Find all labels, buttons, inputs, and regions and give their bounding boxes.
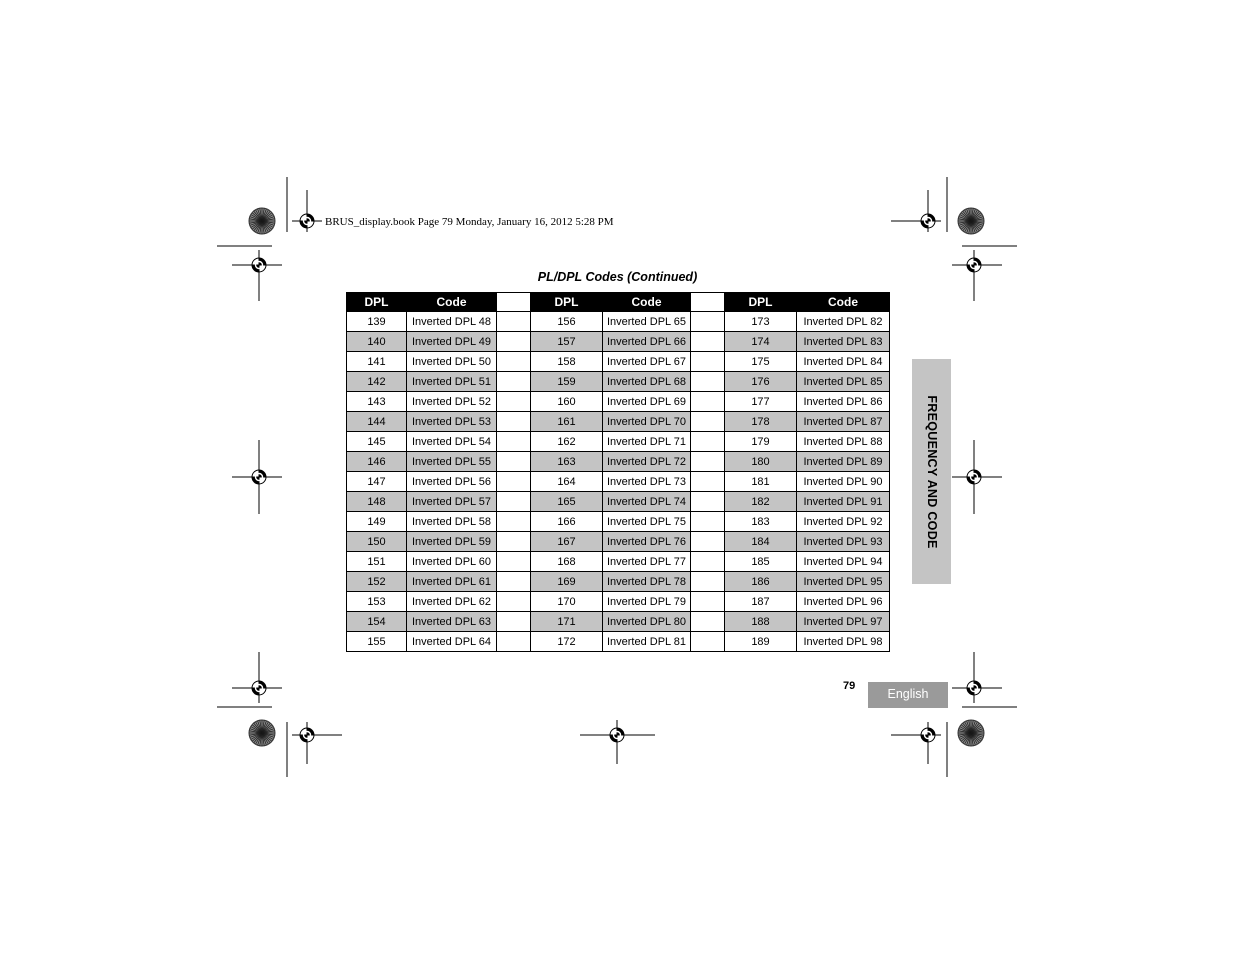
dpl-cell: 166 [531,512,603,532]
registration-mark-icon [300,214,314,228]
code-cell: Inverted DPL 96 [797,592,890,612]
registration-mark-icon [252,470,266,484]
dpl-cell: 185 [725,552,797,572]
dpl-cell: 154 [347,612,407,632]
registration-mark-icon [921,214,935,228]
code-cell: Inverted DPL 49 [407,332,497,352]
code-cell: Inverted DPL 82 [797,312,890,332]
language-tab: English [868,682,948,708]
code-cell: Inverted DPL 89 [797,452,890,472]
code-cell: Inverted DPL 62 [407,592,497,612]
dpl-cell: 145 [347,432,407,452]
starburst-target-icon [958,720,984,746]
code-cell: Inverted DPL 98 [797,632,890,652]
dpl-cell: 146 [347,452,407,472]
dpl-cell: 184 [725,532,797,552]
code-cell: Inverted DPL 76 [603,532,691,552]
code-cell: Inverted DPL 94 [797,552,890,572]
dpl-cell: 173 [725,312,797,332]
code-cell: Inverted DPL 73 [603,472,691,492]
starburst-target-icon [249,720,275,746]
dpl-cell: 161 [531,412,603,432]
code-cell: Inverted DPL 93 [797,532,890,552]
dpl-cell: 160 [531,392,603,412]
code-cell: Inverted DPL 57 [407,492,497,512]
header-dpl: DPL [347,293,407,312]
code-cell: Inverted DPL 75 [603,512,691,532]
code-cell: Inverted DPL 51 [407,372,497,392]
code-cell: Inverted DPL 83 [797,332,890,352]
code-cell: Inverted DPL 53 [407,412,497,432]
dpl-cell: 143 [347,392,407,412]
dpl-cell: 151 [347,552,407,572]
header-code: Code [603,293,691,312]
registration-mark-icon [610,728,624,742]
dpl-cell: 140 [347,332,407,352]
code-cell: Inverted DPL 67 [603,352,691,372]
dpl-cell: 144 [347,412,407,432]
registration-mark-icon [967,258,981,272]
code-cell: Inverted DPL 86 [797,392,890,412]
dpl-cell: 168 [531,552,603,572]
dpl-cell: 186 [725,572,797,592]
code-cell: Inverted DPL 60 [407,552,497,572]
code-cell: Inverted DPL 70 [603,412,691,432]
code-cell: Inverted DPL 91 [797,492,890,512]
code-cell: Inverted DPL 55 [407,452,497,472]
dpl-cell: 187 [725,592,797,612]
registration-mark-icon [967,681,981,695]
dpl-cell: 147 [347,472,407,492]
code-cell: Inverted DPL 50 [407,352,497,372]
dpl-cell: 139 [347,312,407,332]
code-cell: Inverted DPL 68 [603,372,691,392]
dpl-cell: 183 [725,512,797,532]
page-number: 79 [843,680,856,692]
registration-mark-icon [252,681,266,695]
code-cell: Inverted DPL 87 [797,412,890,432]
header-code: Code [797,293,890,312]
code-cell: Inverted DPL 71 [603,432,691,452]
code-cell: Inverted DPL 69 [603,392,691,412]
code-cell: Inverted DPL 81 [603,632,691,652]
dpl-cell: 165 [531,492,603,512]
code-cell: Inverted DPL 79 [603,592,691,612]
code-cell: Inverted DPL 54 [407,432,497,452]
code-cell: Inverted DPL 88 [797,432,890,452]
code-cell: Inverted DPL 56 [407,472,497,492]
dpl-cell: 181 [725,472,797,492]
dpl-cell: 155 [347,632,407,652]
code-cell: Inverted DPL 63 [407,612,497,632]
dpl-cell: 175 [725,352,797,372]
dpl-cell: 179 [725,432,797,452]
header-dpl: DPL [725,293,797,312]
dpl-cell: 142 [347,372,407,392]
registration-mark-icon [967,470,981,484]
dpl-cell: 159 [531,372,603,392]
dpl-cell: 150 [347,532,407,552]
dpl-cell: 177 [725,392,797,412]
dpl-cell: 162 [531,432,603,452]
dpl-cell: 141 [347,352,407,372]
dpl-cell: 148 [347,492,407,512]
starburst-target-icon [958,208,984,234]
dpl-cell: 171 [531,612,603,632]
code-cell: Inverted DPL 66 [603,332,691,352]
code-cell: Inverted DPL 65 [603,312,691,332]
code-cell: Inverted DPL 48 [407,312,497,332]
dpl-cell: 169 [531,572,603,592]
dpl-cell: 176 [725,372,797,392]
dpl-cell: 164 [531,472,603,492]
starburst-target-icon [249,208,275,234]
code-cell: Inverted DPL 61 [407,572,497,592]
code-cell: Inverted DPL 58 [407,512,497,532]
code-cell: Inverted DPL 95 [797,572,890,592]
registration-mark-icon [252,258,266,272]
header-dpl: DPL [531,293,603,312]
dpl-cell: 167 [531,532,603,552]
code-cell: Inverted DPL 74 [603,492,691,512]
code-cell: Inverted DPL 59 [407,532,497,552]
section-side-tab-label: FREQUENCY AND CODE [924,394,939,549]
code-cell: Inverted DPL 77 [603,552,691,572]
code-cell: Inverted DPL 92 [797,512,890,532]
registration-mark-icon [300,728,314,742]
code-cell: Inverted DPL 90 [797,472,890,492]
code-cell: Inverted DPL 52 [407,392,497,412]
code-cell: Inverted DPL 78 [603,572,691,592]
dpl-cell: 189 [725,632,797,652]
dpl-cell: 158 [531,352,603,372]
code-cell: Inverted DPL 80 [603,612,691,632]
print-header: BRUS_display.book Page 79 Monday, January 16, 2012 5:28 PM [325,216,614,228]
dpl-cell: 188 [725,612,797,632]
dpl-cell: 163 [531,452,603,472]
code-cell: Inverted DPL 72 [603,452,691,472]
dpl-cell: 156 [531,312,603,332]
code-cell: Inverted DPL 64 [407,632,497,652]
dpl-cell: 182 [725,492,797,512]
dpl-cell: 180 [725,452,797,472]
code-cell: Inverted DPL 85 [797,372,890,392]
table-caption: PL/DPL Codes (Continued) [537,270,698,284]
dpl-cell: 174 [725,332,797,352]
dpl-cell: 170 [531,592,603,612]
header-code: Code [407,293,497,312]
dpl-cell: 152 [347,572,407,592]
registration-mark-icon [921,728,935,742]
dpl-cell: 149 [347,512,407,532]
dpl-cell: 157 [531,332,603,352]
code-cell: Inverted DPL 97 [797,612,890,632]
dpl-cell: 153 [347,592,407,612]
dpl-cell: 178 [725,412,797,432]
code-cell: Inverted DPL 84 [797,352,890,372]
dpl-cell: 172 [531,632,603,652]
